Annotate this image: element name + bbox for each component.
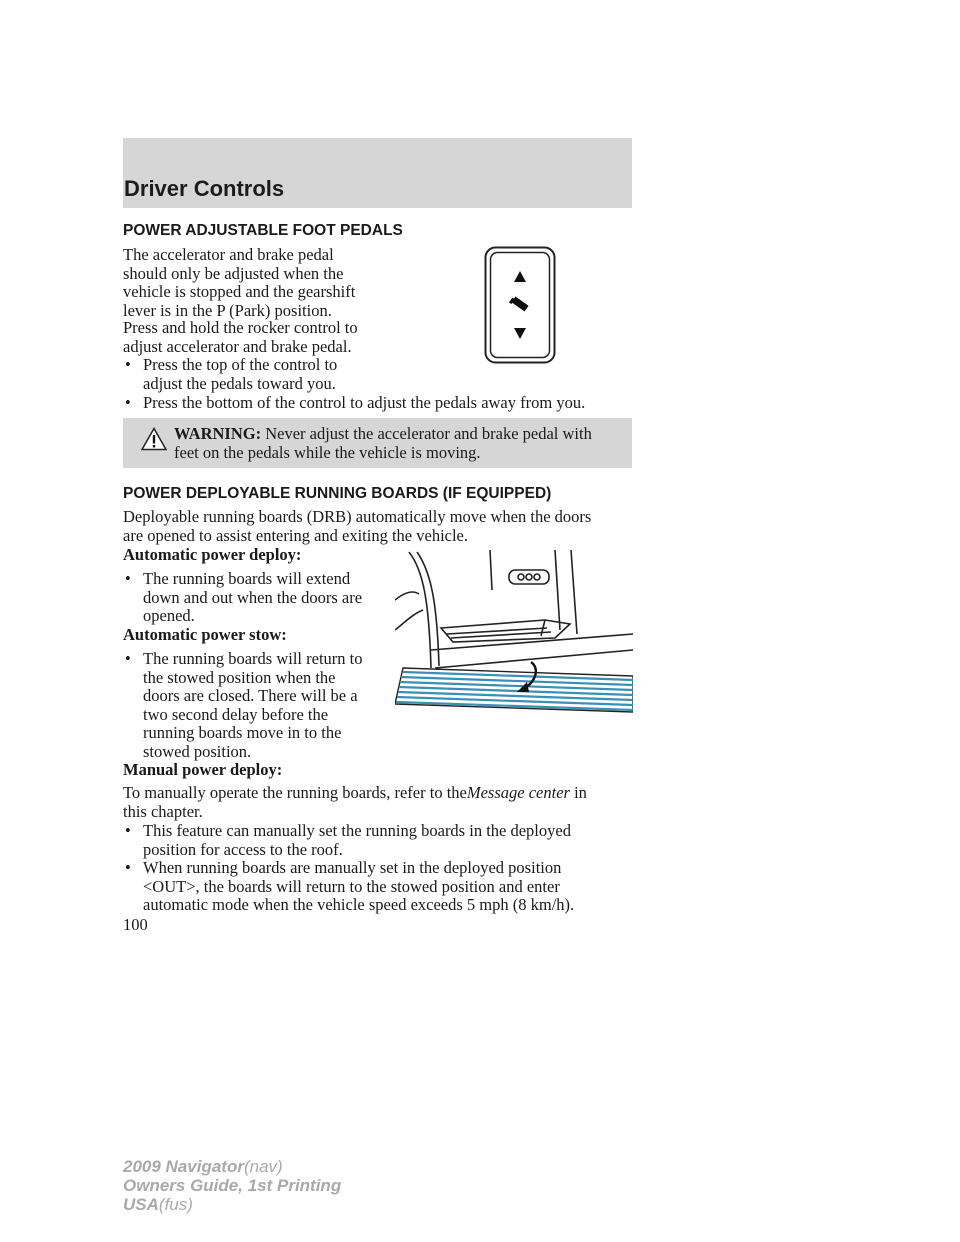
warning-text: WARNING: Never adjust the accelerator and brake pedal with feet on the pedals while the vehicle is moving. [174, 424, 592, 462]
manual-text: To manually operate the running boards, refer to theMessage center in this chapter. [123, 783, 587, 821]
rocker-control-illustration [484, 246, 556, 364]
pedals-intro: The accelerator and brake pedal should only be adjusted when the vehicle is stopped and the gearshift lever is in the P (Park) position. [123, 245, 356, 320]
warning-triangle-icon [141, 427, 167, 451]
message-center-reference: Message center [466, 783, 570, 802]
deploy-heading: Automatic power deploy: [123, 545, 302, 564]
running-board-illustration [395, 550, 633, 714]
footer: 2009 Navigator(nav) Owners Guide, 1st Printing USA(fus) [123, 1157, 342, 1214]
stow-heading: Automatic power stow: [123, 625, 287, 644]
page-number: 100 [123, 915, 148, 934]
section-title: Driver Controls [124, 176, 285, 201]
pedals-heading: POWER ADJUSTABLE FOOT PEDALS [123, 222, 403, 239]
boards-heading: POWER DEPLOYABLE RUNNING BOARDS (IF EQUIPPED) [123, 485, 552, 502]
manual-heading: Manual power deploy: [123, 760, 283, 779]
pedals-press-hold: Press and hold the rocker control to adjust accelerator and brake pedal. [123, 318, 358, 356]
boards-intro: Deployable running boards (DRB) automatically move when the doors are opened to assist entering and exiting the vehicle. [123, 507, 592, 545]
